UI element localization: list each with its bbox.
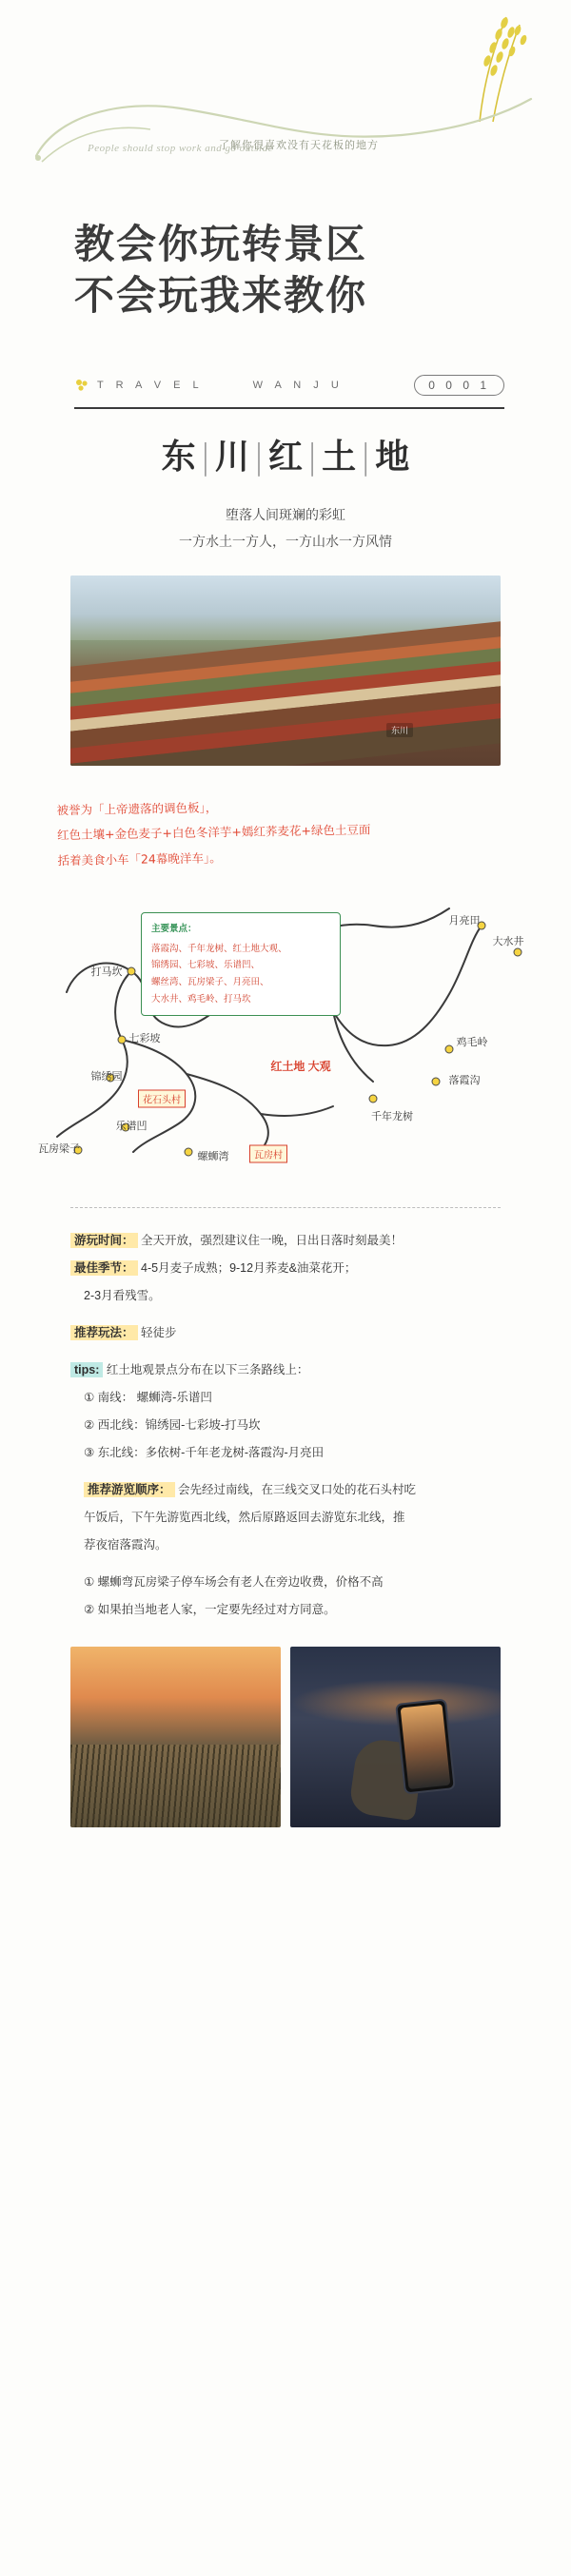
play-time-row [70, 1229, 501, 1253]
order-value1: 会先经过南线，在三线交叉口处的花石头村吃 [178, 1483, 417, 1497]
title-sep-2: | [306, 437, 319, 477]
photo-phone-night [290, 1647, 501, 1827]
map-label: 锦绣园 [90, 1071, 123, 1083]
map-label: 千年龙树 [371, 1111, 413, 1123]
section-subtitle-line1: 堕落人间斑斓的彩虹 [226, 506, 345, 522]
map-box-line-1: 锦绣园、七彩坡、乐谱凹、 [151, 960, 261, 971]
section-title [0, 430, 571, 478]
map-village-tag: 瓦房村 [249, 1145, 287, 1163]
play-way-row [70, 1321, 501, 1345]
grass-texture [70, 1745, 281, 1827]
map-label: 瓦房梁子 [38, 1143, 80, 1156]
section-title-char-4: 地 [375, 437, 410, 477]
hero-watermark: 东川 [386, 723, 413, 737]
map-highlight-label [270, 1059, 330, 1074]
red-note-line2: 红色土壤+金色麦子+白色冬洋芋+嫣红荞麦花+绿色土豆面 [56, 822, 371, 842]
hand-drawn-map [19, 878, 552, 1192]
title-sep-1: | [252, 437, 265, 477]
bottom-photo-row [70, 1647, 501, 1827]
top-decoration [0, 0, 571, 219]
dashed-divider [70, 1207, 501, 1208]
play-time-label: 游玩时间： [70, 1233, 138, 1248]
map-box-line-2: 螺丝湾、瓦房梁子、月亮田、 [151, 976, 269, 987]
phone-device [395, 1699, 456, 1795]
map-label: 月亮田 [448, 915, 481, 927]
map-label: 大水井 [492, 936, 524, 948]
red-note-line3: 括着美食小车「24幕晚洋车」。 [57, 849, 222, 868]
map-box-title: 主要景点： [151, 924, 197, 935]
map-label: 七彩坡 [128, 1033, 161, 1045]
best-season-value2: 2-3月看残雪。 [84, 1289, 161, 1303]
section-subtitle [0, 501, 571, 555]
tips-label: tips: [70, 1362, 103, 1377]
order-value2: 午饭后，下午先游览西北线，然后原路返回去游览东北线，推 [84, 1511, 405, 1525]
play-time-value: 全天开放，强烈建议住一晚，日出日落时刻最美！ [141, 1234, 404, 1248]
travel-tag-row [74, 375, 504, 396]
section-title-char-3: 土 [322, 437, 357, 477]
phone-screen [401, 1704, 451, 1789]
tag-travel-label: T R A V E L [97, 379, 204, 391]
note-item: ② 如果拍当地老人家，一定要先经过对方同意。 [84, 1603, 336, 1617]
tips-row [70, 1358, 501, 1382]
tag-wanju-label: W A N J U [252, 379, 344, 391]
order-value3: 荐夜宿落霞沟。 [84, 1538, 167, 1552]
best-season-value1: 4-5月麦子成熟；9-12月荞麦&油菜花开； [141, 1261, 357, 1276]
map-point-marker[interactable] [128, 967, 136, 976]
tag-number-badge: 0 0 0 1 [414, 375, 504, 396]
red-note-line1: 被誉为「上帝遗落的调色板」， [56, 799, 218, 817]
title-divider [74, 407, 504, 409]
info-block [70, 1229, 501, 1622]
map-highlight-text: 红土地 大观 [270, 1060, 331, 1074]
map-box-line-3: 大水井、鸡毛岭、打马坎 [151, 993, 251, 1005]
map-point-marker[interactable] [118, 1036, 127, 1044]
title-sep-0: | [199, 437, 211, 477]
route-item: ③ 东北线：多依树-千年老龙树-落霞沟-月亮田 [84, 1446, 325, 1460]
map-box-line-0: 落霞沟、千年龙树、红土地大观、 [151, 943, 287, 954]
swoosh-line-icon [29, 91, 542, 177]
route-item: ② 西北线：锦绣园-七彩坡-打马坎 [84, 1418, 261, 1433]
section-title-char-2: 红 [267, 437, 303, 477]
note-item: ① 螺蛳弯瓦房梁子停车场会有老人在旁边收费，价格不高 [84, 1575, 384, 1590]
red-handwritten-note [56, 790, 514, 872]
map-point-marker[interactable] [445, 1045, 454, 1054]
sunset-glow [290, 1679, 501, 1726]
play-way-value: 轻徒步 [141, 1326, 177, 1340]
section-title-char-1: 川 [214, 437, 249, 477]
hero-photo [70, 576, 501, 766]
best-season-label: 最佳季节： [70, 1260, 138, 1276]
map-key-spots-box [141, 912, 341, 1016]
english-script: People should stop work and go outside [88, 143, 273, 154]
page-title-line1: 教会你玩转景区 [74, 221, 368, 267]
tips-value: 红土地观景点分布在以下三条路线上： [106, 1363, 309, 1377]
section-title-char-0: 东 [161, 437, 196, 477]
map-point-marker[interactable] [514, 948, 522, 957]
flower-icon [74, 378, 89, 393]
section-subtitle-line2: 一方水土一方人，一方山水一方风情 [179, 533, 392, 549]
map-label: 螺蛳湾 [197, 1151, 229, 1163]
play-way-label: 推荐玩法： [70, 1325, 138, 1340]
top-subtitle: 了解你很喜欢没有天花板的地方 [219, 140, 379, 151]
best-season-value2-row [70, 1284, 501, 1308]
map-village-tag: 花石头村 [138, 1090, 186, 1108]
map-label: 乐谱凹 [115, 1121, 148, 1133]
route-item: ① 南线： 螺蛳湾-乐谱凹 [84, 1391, 212, 1405]
map-point-marker[interactable] [432, 1078, 441, 1086]
map-label: 落霞沟 [448, 1075, 481, 1087]
map-label: 鸡毛岭 [456, 1037, 488, 1049]
order-row [70, 1478, 501, 1502]
map-point-marker[interactable] [369, 1095, 378, 1103]
best-season-row [70, 1257, 501, 1280]
photo-sunset-grass [70, 1647, 281, 1827]
title-sep-3: | [360, 437, 372, 477]
map-label: 打马坎 [90, 966, 123, 979]
page-title-line2: 不会玩我来教你 [74, 271, 368, 319]
map-point-marker[interactable] [185, 1148, 193, 1157]
order-label: 推荐游览顺序： [84, 1482, 175, 1497]
